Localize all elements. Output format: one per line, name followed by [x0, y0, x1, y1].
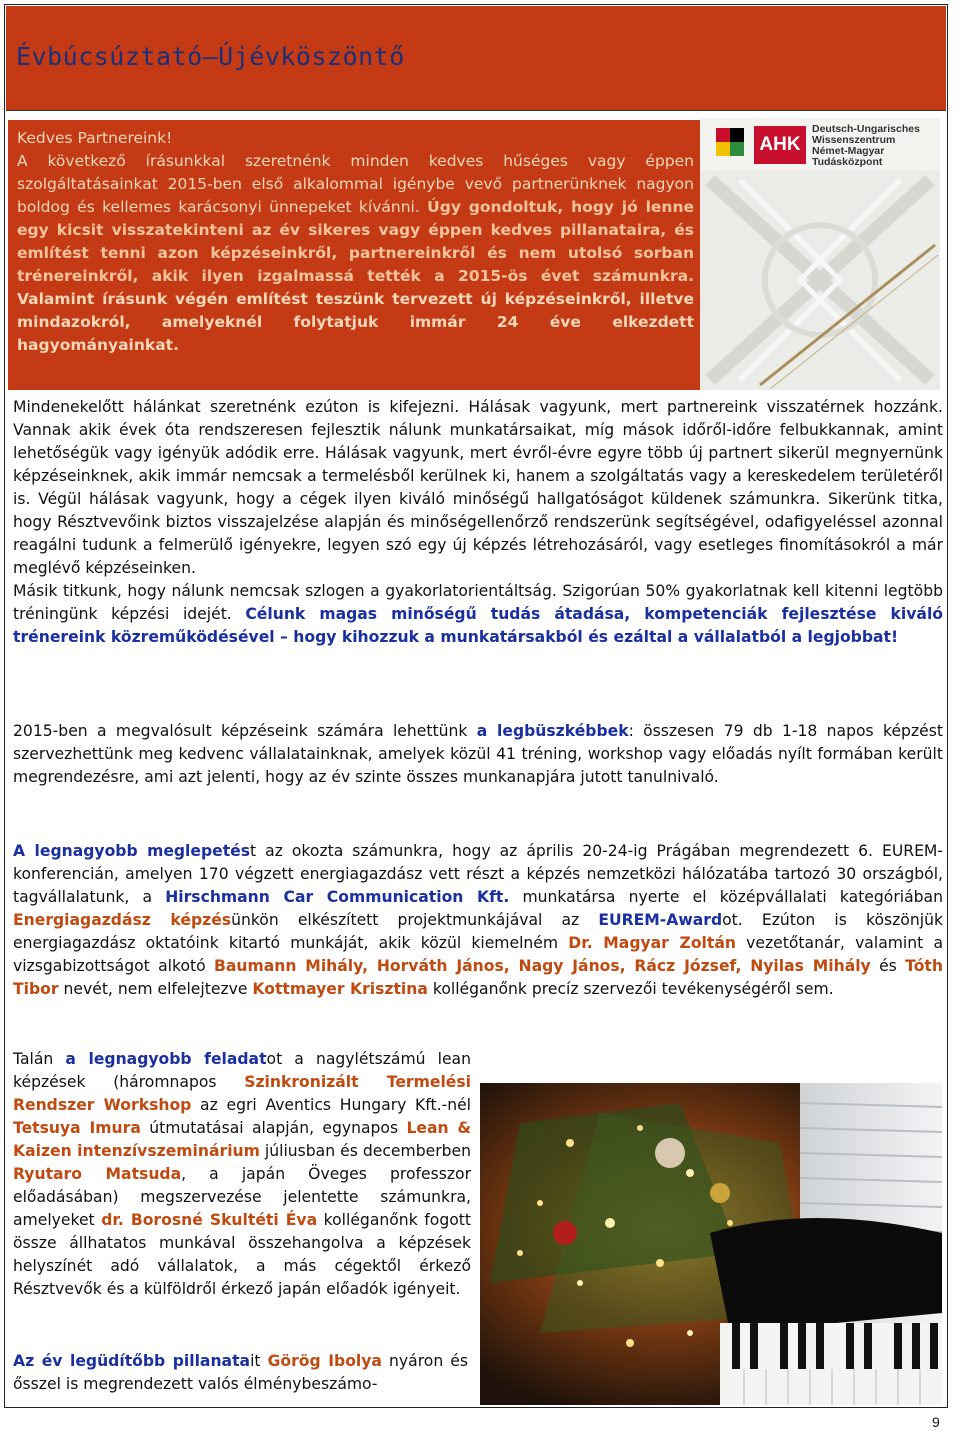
page-title: Évbúcsúztató—Újévköszöntő — [16, 42, 405, 71]
title-banner — [6, 6, 946, 111]
gratitude-paragraph: Mindenekelőtt hálánkat szeretnénk ezúton is kifejezni. Hálásak vagyunk, mert partnereink visszatérnek hozzánk. Vannak akik évek óta rendszeresen fejlesztik nálunk munkatársaikat, míg mások időről-időre felbukkannak, amint lehetőségük vagy igényük adódik erre. Hálásak vagyunk, mert évről-évre egyre több új partnert sikerül megnyernünk képzéseinknek, akik immár nemcsak a termelésből kerülnek ki, hanem a szolgáltatás vagy a kereskedelem területéről is. Végül hálásak vagyunk, hogy a cégek ilyen kiváló minőségű hallgatóságot küldenek számunkra. Sikerünk titka, hogy Résztvevőink biztos visszajelzése alapján és minőségellenőrző rendszerünk segítségével, odafigyeléssel azonnal reagálni tudunk a felmerülő igényekre, legyen szó egy új képzés létrehozásáról, vagy esetleges finomításokról a már meglévő képzéseinken. — [13, 398, 943, 577]
colleague-name: dr. Borosné Skultéti Éva — [101, 1211, 318, 1229]
logo-square-black — [730, 128, 744, 142]
moment-heading: Az év legüdítőbb pillanata — [13, 1352, 251, 1370]
surprise-heading: A legnagyobb meglepetés — [13, 842, 251, 860]
goal-statement: Célunk magas minőségű tudás átadása, kompetenciák fejlesztése kiváló trénereink közreműködésével – hogy kihozzuk a munkatársakból és ezáltal a vállalatból a legjobbat! — [13, 605, 943, 646]
presenter-name: Görög Ibolya — [267, 1352, 382, 1370]
intro-text-1: A következő írásunkkal szeretnénk minden kedves hűséges vagy éppen szolgáltatásainkat 2015-ben első alkalommal igénybe vevő partnerünknek nagyon boldog és kellemes karácsonyi ünnepeket kívánni. — [17, 152, 694, 216]
surprise-text-2: munkatársa nyerte el középvállalati kategóriában — [509, 888, 943, 906]
practice-paragraph — [13, 580, 943, 649]
surprise-text-7: nevét, nem elfelejtezve — [58, 980, 253, 998]
page-number: 9 — [932, 1414, 940, 1430]
seminar-name: Lean & Kaizen intenzívszeminárium — [13, 1119, 472, 1160]
award-name: EUREM-Award — [598, 911, 723, 929]
person-names-2: Baumann Mihály, Horváth János, Nagy János, Rácz József, Nyilas Mihály — [214, 957, 871, 975]
surprise-text-4: ot. Ezúton is köszönjük energiagazdász oktatóink kitartó munkáját, akik közül kiemelném — [13, 911, 943, 952]
task-heading: a legnagyobb feladat — [65, 1050, 267, 1068]
trainer-name-2: Ryutaro Matsuda — [13, 1165, 182, 1183]
logo-square-yellow — [716, 142, 730, 156]
org-line-3: Német-Magyar — [812, 145, 885, 157]
surprise-text-8: kolléganőnk precíz szervezői tevékenységéről sem. — [427, 980, 834, 998]
practice-text: Másik titkunk, hogy nálunk nemcsak szlogen a gyakorlatorientáltság. Szigorúan 50% gyakorlatnak kell kitenni legtöbb tréningünk képzési idejét. — [13, 582, 943, 623]
intro-box — [8, 120, 700, 390]
surprise-text-1: t az okozta számunkra, hogy az április 20-24-ig Prágában megrendezett 6. EUREM-konferencián, amelyen 170 végzett energiagazdász vett részt a képzés nemzetközi hálózatába tartozó 30 országból, tagvállalatunk, a — [13, 842, 943, 906]
org-line-2: Wissenszentrum — [812, 134, 896, 146]
moment-paragraph — [13, 1350, 468, 1396]
proud-highlight: a legbüszkébbek — [476, 722, 629, 740]
person-name-4: Kottmayer Krisztina — [252, 980, 428, 998]
moment-text-1: it — [250, 1352, 268, 1370]
gratitude-section — [13, 396, 943, 649]
ahk-org-name — [812, 124, 940, 168]
person-name-1: Dr. Magyar Zoltán — [568, 934, 736, 952]
proud-text-1: 2015-ben a megvalósult képzéseink számára lehettünk — [13, 722, 477, 740]
intro-text-3: Valamint írásunk végén említést teszünk tervezett új képzéseinkről, illetve mindazokról, amelyeknél folytatjuk immár 24 éve elkezdett hagyományainkat. — [17, 290, 694, 354]
workshop-name: Szinkronizált Termelési Rendszer Workshop — [13, 1073, 471, 1114]
intro-text-2: Úgy gondoltuk, hogy jó lenne egy kicsit visszatekinteni az év sikeres vagy éppen kedves pillanataira, és említést tenni azon képzéseinkről, partnereinkről és nem utolsó sorban trénereinkről, akik ilyen izgalmassá tették a 2015-ös évet számunkra. — [17, 198, 694, 285]
surprise-text-5: vezetőtanár, valamint a vizsgabizottságot alkotó — [13, 934, 944, 975]
surprise-section — [13, 840, 943, 1001]
moment-section — [13, 1350, 468, 1396]
task-paragraph — [13, 1048, 943, 1301]
surprise-paragraph — [13, 840, 943, 1001]
surprise-text-6: és — [870, 957, 906, 975]
intro-paragraph — [17, 150, 694, 357]
ahk-logo-image — [700, 118, 940, 390]
moment-text-2: nyáron és ősszel is megrendezett valós élménybeszámo- — [13, 1352, 468, 1393]
proud-section — [13, 720, 943, 789]
logo-square-green — [730, 142, 744, 156]
logo-square-red — [716, 128, 730, 142]
ahk-badge: AHK — [754, 126, 806, 164]
training-name: Energiagazdász képzés — [13, 911, 232, 929]
person-name-3: Tóth Tibor — [13, 957, 943, 998]
embossed-artwork — [700, 170, 940, 390]
task-section — [13, 1048, 943, 1402]
intro-greeting: Kedves Partnereink! — [17, 129, 173, 147]
org-line-1: Deutsch-Ungarisches — [812, 123, 920, 135]
surprise-text-3: ünkön elkészített projektmunkájával az — [231, 911, 599, 929]
task-text-2: az egri Aventics Hungary Kft.-nél — [191, 1096, 472, 1114]
proud-text-2: : összesen 79 db 1-18 napos képzést szervezhettünk meg kedvenc vállalatainknak, amelyek közül 41 tréning, workshop vagy előadás nyílt formában került megrendezésre, ami azt jelenti, hogy az év szinte összes munkanapjára jutott tanulnivaló. — [13, 722, 943, 786]
trainer-name-1: Tetsuya Imura — [13, 1119, 141, 1137]
org-line-4: Tudásközpont — [812, 156, 883, 168]
company-name: Hirschmann Car Communication Kft. — [165, 888, 510, 906]
task-text-4: júliusban és decemberben — [259, 1142, 471, 1160]
photo-spacer — [471, 1072, 943, 1402]
task-text-1: ot a nagylétszámú lean képzések (háromnapos — [13, 1050, 471, 1091]
task-text-0: Talán — [13, 1050, 66, 1068]
task-text-5: , a japán Öveges professzor előadásában) megszervezése jelentette számunkra, amelyeket — [13, 1165, 471, 1229]
proud-paragraph — [13, 720, 943, 789]
task-text-6: kolléganőnk fogott össze állhatatos munkával összehangolva a képzések helyszínét adó vállalatok, a más cégektől érkező Résztvevők és a külföldről érkező japán előadók igényeit. — [13, 1211, 471, 1298]
task-text-3: útmutatásai alapján, egynapos — [140, 1119, 407, 1137]
